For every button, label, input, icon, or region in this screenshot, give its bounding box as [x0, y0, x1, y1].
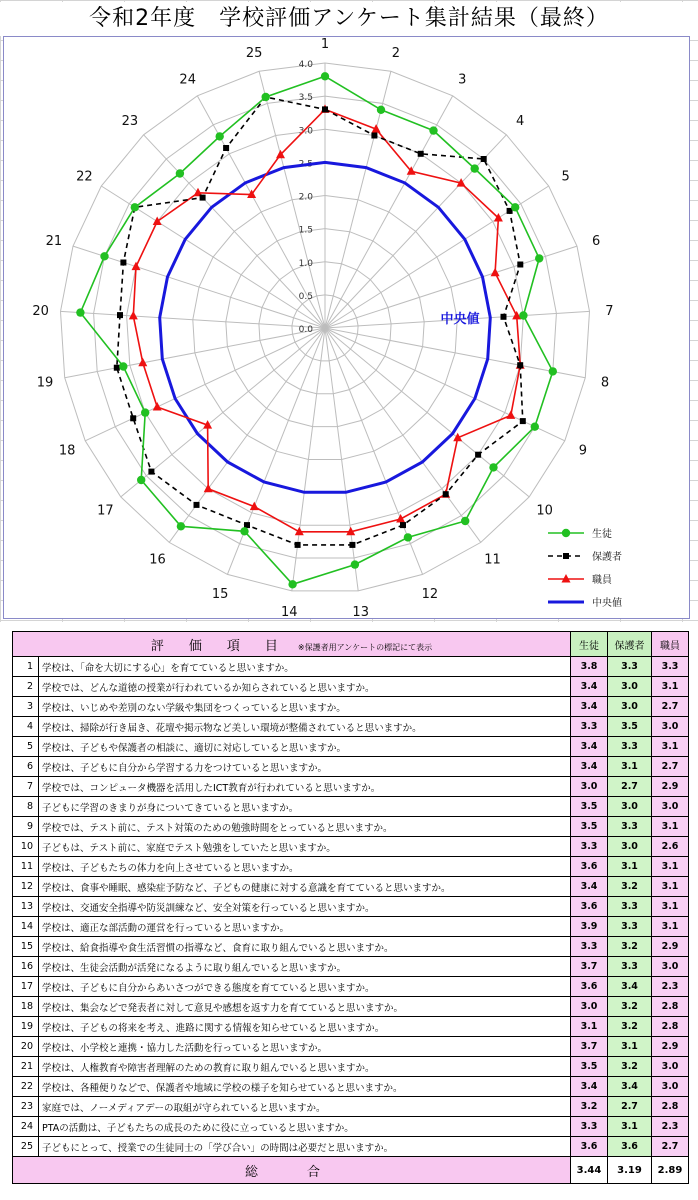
- row-parent-score: 3.3: [608, 897, 652, 917]
- axis-label: 3: [458, 72, 467, 88]
- row-parent-score: 3.2: [608, 877, 652, 897]
- axis-label: 12: [421, 587, 439, 602]
- data-point-保護者: [148, 469, 154, 475]
- row-student-score: 3.2: [571, 1097, 608, 1117]
- row-number: 4: [13, 717, 39, 737]
- axis-label: 14: [281, 604, 298, 620]
- row-number: 14: [13, 917, 39, 937]
- data-point-生徒: [519, 311, 527, 319]
- row-student-score: 3.4: [571, 737, 608, 757]
- row-parent-score: 3.2: [608, 937, 652, 957]
- row-number: 2: [13, 677, 39, 697]
- axis-label: 24: [179, 72, 196, 88]
- data-point-保護者: [400, 522, 406, 528]
- axis-label: 9: [578, 443, 588, 459]
- data-point-保護者: [520, 418, 526, 424]
- row-number: 7: [13, 777, 39, 797]
- data-point-保護者: [443, 491, 449, 497]
- data-point-職員: [396, 514, 405, 523]
- table-row[interactable]: [13, 1017, 689, 1037]
- row-item-text: 学校は、食事や睡眠、感染症予防など、子どもの健康に対する意識を育てていると思いますか。: [39, 877, 571, 897]
- table-header-student: 生徒: [571, 632, 608, 657]
- data-point-生徒: [137, 476, 145, 484]
- row-staff-score: 2.8: [652, 997, 689, 1017]
- table-row[interactable]: [13, 1137, 689, 1157]
- data-point-保護者: [194, 502, 200, 508]
- row-item-text: 家庭では、ノーメディアデーの取組が守られていると思いますか。: [39, 1097, 571, 1117]
- axis-label: 23: [121, 114, 139, 130]
- row-student-score: 3.1: [571, 1017, 608, 1037]
- table-row[interactable]: [13, 857, 689, 877]
- chart-legend: [548, 527, 622, 609]
- table-row[interactable]: [13, 677, 689, 697]
- row-student-score: 3.4: [571, 877, 608, 897]
- data-point-legend: [563, 553, 569, 559]
- row-item-text: 子どもに学習のきまりが身についてきていると思いますか。: [39, 797, 571, 817]
- data-point-生徒: [511, 203, 519, 211]
- row-student-score: 3.9: [571, 917, 608, 937]
- axis-label: 10: [536, 503, 553, 519]
- data-point-生徒: [549, 367, 557, 375]
- data-point-生徒: [471, 164, 479, 172]
- tick-label: 0.5: [298, 291, 313, 302]
- data-point-職員: [129, 311, 138, 320]
- row-staff-score: 3.0: [652, 1057, 689, 1077]
- data-point-生徒: [404, 533, 412, 541]
- data-point-生徒: [119, 362, 127, 370]
- header-note: ※保護者用アンケートの標記にて表示: [297, 642, 433, 652]
- row-staff-score: 3.3: [652, 657, 689, 677]
- legend-label: 生徒: [592, 529, 612, 540]
- axis-label: 22: [76, 169, 93, 185]
- data-point-生徒: [535, 254, 543, 262]
- row-staff-score: 2.3: [652, 1117, 689, 1137]
- tick-label: 3.5: [298, 93, 313, 104]
- row-staff-score: 2.9: [652, 1037, 689, 1057]
- data-point-生徒: [176, 169, 184, 177]
- row-staff-score: 3.1: [652, 737, 689, 757]
- row-item-text: 子どもにとって、授業での生徒同士の「学び合い」の時間は必要だと思いますか。: [39, 1137, 571, 1157]
- row-staff-score: 3.1: [652, 677, 689, 697]
- total-staff: 2.89: [652, 1157, 689, 1184]
- table-row[interactable]: [13, 1057, 689, 1077]
- table-row[interactable]: [13, 957, 689, 977]
- row-number: 19: [13, 1017, 39, 1037]
- row-staff-score: 3.1: [652, 897, 689, 917]
- row-student-score: 3.7: [571, 1037, 608, 1057]
- row-student-score: 3.8: [571, 657, 608, 677]
- table-row[interactable]: [13, 917, 689, 937]
- page-title: 令和2年度 学校評価アンケート集計結果（最終）: [0, 2, 698, 36]
- radar-series: [76, 72, 557, 588]
- row-staff-score: 2.7: [652, 697, 689, 717]
- row-staff-score: 2.7: [652, 1137, 689, 1157]
- row-parent-score: 3.5: [608, 717, 652, 737]
- row-parent-score: 2.7: [608, 777, 652, 797]
- axis-label: 8: [600, 375, 610, 391]
- data-point-保護者: [120, 260, 126, 266]
- radar-tick-labels: [299, 60, 314, 335]
- data-point-職員: [506, 410, 515, 419]
- row-student-score: 3.5: [571, 797, 608, 817]
- row-item-text: 学校は、小学校と連携・協力した活動を行っていると思いますか。: [39, 1037, 571, 1057]
- row-item-text: 学校は、集会などで発表者に対して意見や感想を返す力を育てていると思いますか。: [39, 997, 571, 1017]
- row-item-text: 学校は、交通安全指導や防災訓練など、安全対策を行っていると思いますか。: [39, 897, 571, 917]
- row-number: 13: [13, 897, 39, 917]
- grid-spoke: [325, 328, 565, 441]
- data-point-生徒: [321, 72, 329, 80]
- axis-label: 4: [515, 114, 525, 130]
- grid-spoke: [325, 328, 585, 378]
- table-row[interactable]: [13, 697, 689, 717]
- header-label: 評 価 項 目: [150, 638, 284, 654]
- tick-label: 1.5: [298, 225, 313, 236]
- row-staff-score: 3.0: [652, 797, 689, 817]
- grid-spoke: [259, 71, 325, 328]
- row-student-score: 3.4: [571, 677, 608, 697]
- row-student-score: 3.0: [571, 777, 608, 797]
- row-item-text: 学校は、子どもの将来を考え、進路に関する情報を知らせていると思いますか。: [39, 1017, 571, 1037]
- data-point-職員: [153, 402, 162, 411]
- row-parent-score: 3.3: [608, 657, 652, 677]
- axis-label: 17: [97, 503, 114, 519]
- total-student: 3.44: [571, 1157, 608, 1184]
- table-row[interactable]: [13, 817, 689, 837]
- axis-label: 2: [391, 46, 401, 61]
- axis-label: 20: [32, 304, 49, 320]
- row-student-score: 3.3: [571, 837, 608, 857]
- legend-label: 中央値: [592, 598, 622, 609]
- data-point-保護者: [114, 365, 120, 371]
- tick-label: 3.0: [298, 126, 313, 137]
- data-point-生徒: [377, 106, 385, 114]
- row-item-text: 学校では、コンピュータ機器を活用したICT教育が行われていると思いますか。: [39, 777, 571, 797]
- data-point-生徒: [262, 93, 270, 101]
- row-staff-score: 3.0: [652, 1077, 689, 1097]
- row-student-score: 3.5: [571, 1057, 608, 1077]
- row-number: 18: [13, 997, 39, 1017]
- data-point-生徒: [141, 408, 149, 416]
- row-parent-score: 3.4: [608, 977, 652, 997]
- row-staff-score: 2.3: [652, 977, 689, 997]
- row-item-text: 学校は、子どもや保護者の相談に、適切に対応していると思いますか。: [39, 737, 571, 757]
- row-student-score: 3.5: [571, 817, 608, 837]
- axis-label: 15: [211, 587, 229, 602]
- data-point-生徒: [351, 560, 359, 568]
- tick-label: 1.0: [298, 258, 313, 269]
- row-staff-score: 3.1: [652, 857, 689, 877]
- row-item-text: 学校は、適正な部活動の運営を行っていると思いますか。: [39, 917, 571, 937]
- data-point-生徒: [288, 580, 296, 588]
- legend-label: 職員: [592, 575, 612, 586]
- axis-label: 19: [36, 375, 54, 391]
- row-item-text: 学校は、各種便りなどで、保護者や地域に学校の様子を知らせていると思いますか。: [39, 1077, 571, 1097]
- row-number: 9: [13, 817, 39, 837]
- row-staff-score: 3.1: [652, 877, 689, 897]
- data-point-生徒: [76, 308, 84, 316]
- row-number: 15: [13, 937, 39, 957]
- data-point-保護者: [117, 312, 123, 318]
- table-row[interactable]: [13, 797, 689, 817]
- row-item-text: 学校は、「命を大切にする心」を育てていると思いますか。: [39, 657, 571, 677]
- row-staff-score: 2.8: [652, 1097, 689, 1117]
- axis-label: 25: [245, 46, 263, 61]
- table-row[interactable]: [13, 1097, 689, 1117]
- row-staff-score: 2.9: [652, 937, 689, 957]
- row-item-text: 学校は、掃除が行き届き、花壇や掲示物など美しい環境が整備されていると思いますか。: [39, 717, 571, 737]
- data-point-生徒: [131, 203, 139, 211]
- row-parent-score: 3.4: [608, 1077, 652, 1097]
- row-number: 17: [13, 977, 39, 997]
- row-number: 11: [13, 857, 39, 877]
- row-number: 10: [13, 837, 39, 857]
- row-student-score: 3.6: [571, 857, 608, 877]
- row-staff-score: 3.0: [652, 957, 689, 977]
- results-table: [12, 631, 688, 1184]
- data-point-生徒: [531, 423, 539, 431]
- row-student-score: 3.4: [571, 697, 608, 717]
- tick-label: 2.0: [298, 192, 313, 203]
- axis-label: 5: [561, 169, 570, 185]
- table-row[interactable]: [13, 897, 689, 917]
- table-row[interactable]: [13, 877, 689, 897]
- row-parent-score: 3.1: [608, 857, 652, 877]
- axis-label: 16: [149, 552, 166, 568]
- legend-label: 保護者: [592, 552, 622, 563]
- row-student-score: 3.4: [571, 757, 608, 777]
- data-point-生徒: [177, 522, 185, 530]
- row-parent-score: 3.6: [608, 1137, 652, 1157]
- row-item-text: 学校は、生徒会活動が活発になるように取り組んでいると思いますか。: [39, 957, 571, 977]
- row-item-text: 学校は、いじめや差別のない学級や集団をつくっていると思いますか。: [39, 697, 571, 717]
- row-staff-score: 2.6: [652, 837, 689, 857]
- data-point-生徒: [216, 132, 224, 140]
- row-parent-score: 3.0: [608, 697, 652, 717]
- axis-label: 11: [484, 552, 501, 568]
- row-parent-score: 3.3: [608, 737, 652, 757]
- row-student-score: 3.3: [571, 717, 608, 737]
- data-point-保護者: [349, 542, 355, 548]
- axis-label: 7: [605, 304, 614, 320]
- grid-spoke: [65, 328, 325, 378]
- table-header-parent: 保護者: [608, 632, 652, 657]
- row-item-text: 学校は、子どもに自分から学習する力をつけていると思いますか。: [39, 757, 571, 777]
- table-row[interactable]: [13, 977, 689, 997]
- data-point-保護者: [501, 314, 507, 320]
- axis-label: 13: [352, 604, 369, 620]
- axis-label: 6: [591, 233, 601, 249]
- tick-label: 0.0: [298, 325, 313, 335]
- row-number: 6: [13, 757, 39, 777]
- row-student-score: 3.6: [571, 1137, 608, 1157]
- grid-spoke: [325, 328, 529, 497]
- row-parent-score: 3.1: [608, 1037, 652, 1057]
- data-point-legend: [562, 529, 570, 537]
- row-number: 5: [13, 737, 39, 757]
- tick-label: 2.5: [298, 159, 313, 170]
- row-number: 22: [13, 1077, 39, 1097]
- row-item-text: 学校は、人権教育や障害者理解のための教育に取り組んでいると思いますか。: [39, 1057, 571, 1077]
- row-staff-score: 2.7: [652, 757, 689, 777]
- median-label: 中央値: [440, 312, 480, 327]
- total-label: 総 合: [13, 1157, 571, 1184]
- row-number: 23: [13, 1097, 39, 1117]
- row-number: 16: [13, 957, 39, 977]
- row-number: 25: [13, 1137, 39, 1157]
- table-row[interactable]: [13, 757, 689, 777]
- data-point-保護者: [517, 362, 523, 368]
- row-staff-score: 3.0: [652, 717, 689, 737]
- row-staff-score: 2.8: [652, 1017, 689, 1037]
- table-row[interactable]: [13, 1037, 689, 1057]
- row-number: 24: [13, 1117, 39, 1137]
- row-item-text: 子どもは、テスト前に、家庭でテスト勉強をしていたと思いますか。: [39, 837, 571, 857]
- row-student-score: 3.6: [571, 977, 608, 997]
- data-point-生徒: [489, 463, 497, 471]
- data-point-保護者: [295, 542, 301, 548]
- row-number: 3: [13, 697, 39, 717]
- series-生徒: [76, 72, 557, 588]
- data-point-保護者: [322, 106, 328, 112]
- table-row[interactable]: [13, 997, 689, 1017]
- table-row[interactable]: [13, 937, 689, 957]
- table-header-staff: 職員: [652, 632, 689, 657]
- row-parent-score: 3.1: [608, 1117, 652, 1137]
- data-point-保護者: [200, 195, 206, 201]
- row-student-score: 3.3: [571, 937, 608, 957]
- row-item-text: 学校では、どんな道徳の授業が行われているか知らされていると思いますか。: [39, 677, 571, 697]
- row-item-text: 学校は、子どもたちの体力を向上させていると思いますか。: [39, 857, 571, 877]
- axis-label: 18: [58, 443, 76, 459]
- row-parent-score: 2.7: [608, 1097, 652, 1117]
- row-parent-score: 3.0: [608, 797, 652, 817]
- row-item-text: 学校は、給食指導や食生活習慣の指導など、食育に取り組んでいると思いますか。: [39, 937, 571, 957]
- data-point-生徒: [100, 252, 108, 260]
- data-point-生徒: [461, 517, 469, 525]
- row-parent-score: 3.3: [608, 917, 652, 937]
- row-staff-score: 2.9: [652, 777, 689, 797]
- row-number: 20: [13, 1037, 39, 1057]
- grid-spoke: [227, 328, 325, 574]
- row-parent-score: 3.3: [608, 957, 652, 977]
- series-line: [80, 76, 552, 584]
- radar-grid: [58, 63, 590, 591]
- data-point-保護者: [418, 151, 424, 157]
- table-row[interactable]: [13, 717, 689, 737]
- row-number: 1: [13, 657, 39, 677]
- row-item-text: 学校は、子どもに自分からあいさつができる態度を育てていると思いますか。: [39, 977, 571, 997]
- data-point-生徒: [429, 126, 437, 134]
- row-parent-score: 3.2: [608, 1017, 652, 1037]
- table-row[interactable]: [13, 737, 689, 757]
- axis-label: 21: [45, 233, 63, 249]
- row-parent-score: 3.3: [608, 817, 652, 837]
- row-number: 21: [13, 1057, 39, 1077]
- axis-label: 1: [320, 37, 330, 52]
- row-parent-score: 3.2: [608, 1057, 652, 1077]
- data-point-生徒: [240, 527, 248, 535]
- table-row[interactable]: [13, 657, 689, 677]
- data-point-保護者: [517, 262, 523, 268]
- row-student-score: 3.7: [571, 957, 608, 977]
- row-item-text: PTAの活動は、子どもたちの成長のために役に立っていると思いますか。: [39, 1117, 571, 1137]
- row-student-score: 3.4: [571, 1077, 608, 1097]
- table-row[interactable]: [13, 837, 689, 857]
- data-point-保護者: [475, 452, 481, 458]
- row-parent-score: 3.0: [608, 677, 652, 697]
- row-parent-score: 3.0: [608, 837, 652, 857]
- row-student-score: 3.0: [571, 997, 608, 1017]
- row-item-text: 学校では、テスト前に、テスト対策のための勉強時間をとっていると思いますか。: [39, 817, 571, 837]
- tick-label: 4.0: [298, 60, 313, 70]
- row-number: 8: [13, 797, 39, 817]
- row-parent-score: 3.1: [608, 757, 652, 777]
- total-parent: 3.19: [608, 1157, 652, 1184]
- row-student-score: 3.3: [571, 1117, 608, 1137]
- table-row[interactable]: [13, 1117, 689, 1137]
- data-point-保護者: [223, 145, 229, 151]
- row-staff-score: 3.1: [652, 817, 689, 837]
- table-row[interactable]: [13, 1077, 689, 1097]
- data-point-保護者: [481, 156, 487, 162]
- row-student-score: 3.6: [571, 897, 608, 917]
- row-staff-score: 3.1: [652, 917, 689, 937]
- data-point-保護者: [130, 415, 136, 421]
- row-parent-score: 3.2: [608, 997, 652, 1017]
- table-row[interactable]: [13, 777, 689, 797]
- data-point-保護者: [371, 133, 377, 139]
- table-header-item: [13, 632, 571, 657]
- row-number: 12: [13, 877, 39, 897]
